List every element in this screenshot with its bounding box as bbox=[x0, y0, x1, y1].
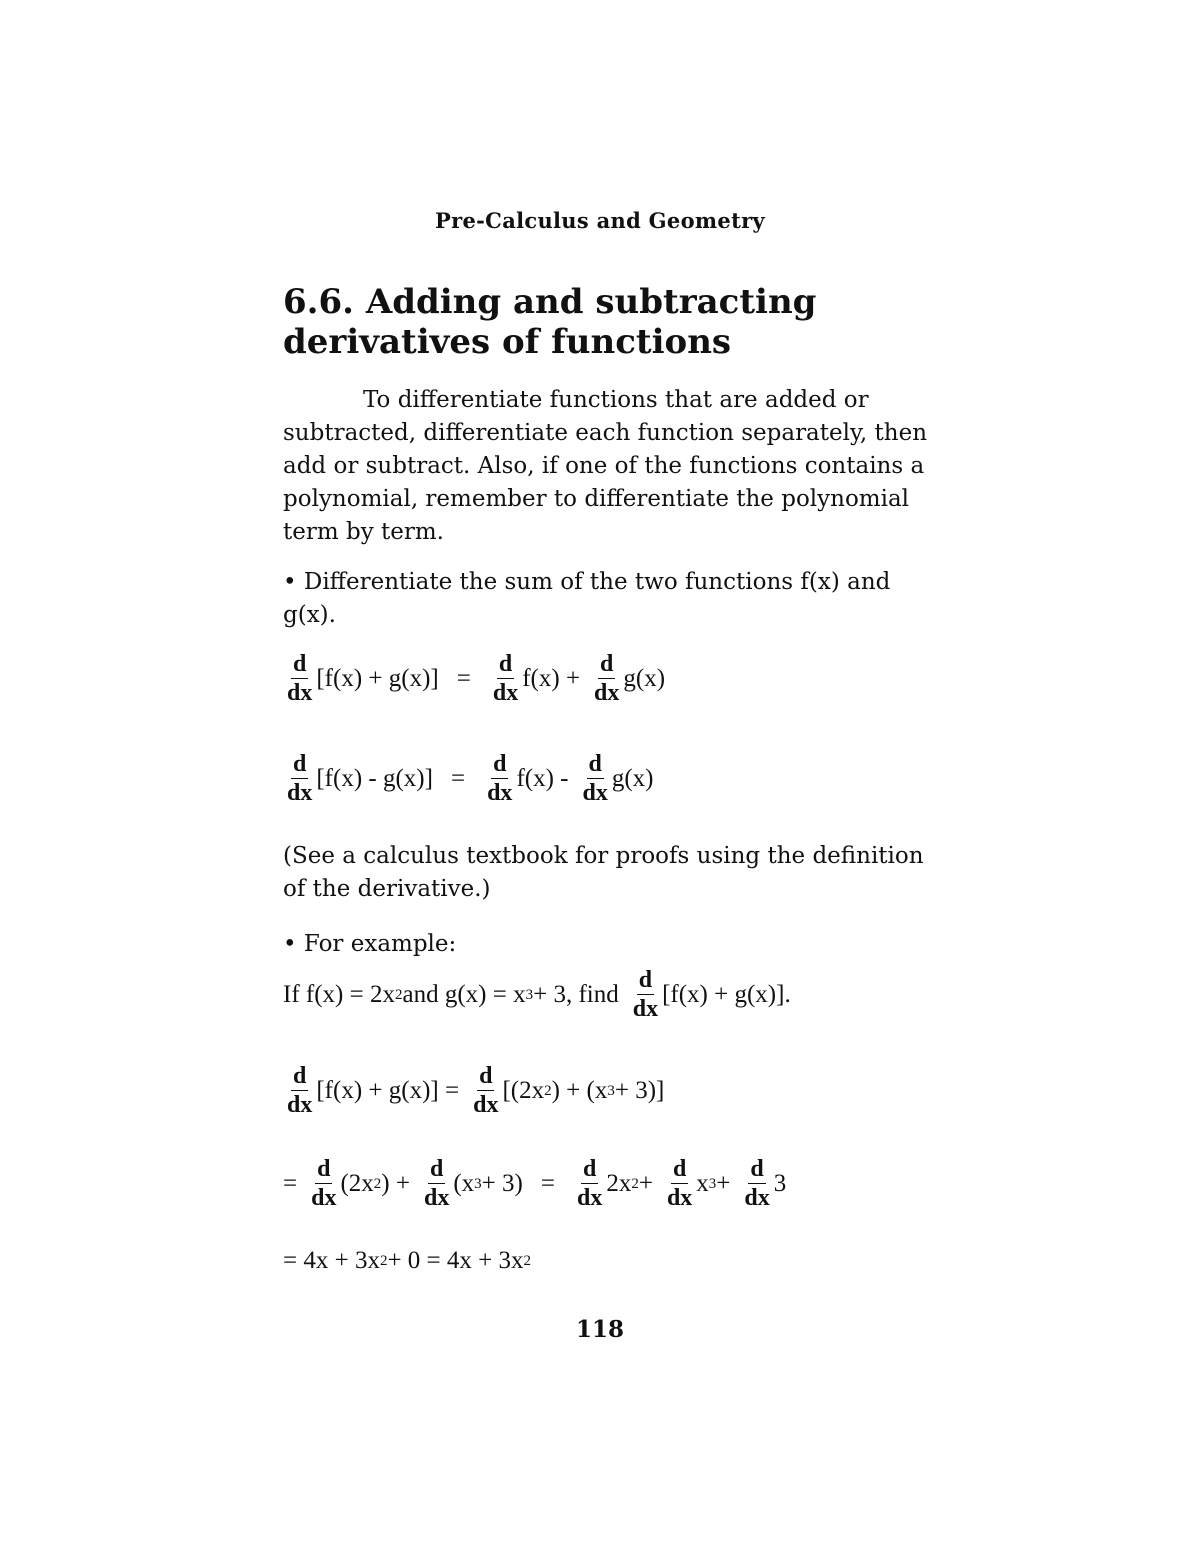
step-term: x bbox=[696, 1170, 709, 1197]
example-text: [f(x) + g(x)]. bbox=[662, 981, 791, 1008]
derivative-operator: $\frac{d}{dx}$ bbox=[311, 1156, 337, 1211]
step-term: + 3)] bbox=[614, 1077, 665, 1104]
eq-term: f(x) + bbox=[522, 665, 581, 692]
solution-step-2: = $\frac{d}{dx}$ (2x 2 ) + $\frac{d}{dx}$ (x 3 + 3) = $\frac{d}{dx}$ 2x 2 + $\frac{d}{dx}$ x 3 + $\frac{d}{dx}$ 3 bbox=[283, 1156, 787, 1211]
eq-term: [f(x) - g(x)] bbox=[316, 765, 433, 792]
equals-sign: = bbox=[456, 665, 471, 692]
note-line: (See a calculus textbook for proofs using the definition bbox=[283, 843, 924, 869]
section-title bbox=[283, 282, 983, 362]
step-term: (2x bbox=[340, 1170, 374, 1197]
page-number: 118 bbox=[575, 1316, 624, 1343]
note-line: of the derivative.) bbox=[283, 876, 491, 902]
running-header: Pre-Calculus and Geometry bbox=[435, 208, 765, 233]
example-text: and g(x) = x bbox=[402, 981, 526, 1008]
derivative-operator: $\frac{d}{dx}$ bbox=[492, 651, 519, 706]
derivative-operator: $\frac{d}{dx}$ bbox=[487, 751, 513, 806]
intro-line: polynomial, remember to differentiate the polynomial bbox=[283, 486, 910, 512]
equation-difference-rule bbox=[283, 752, 654, 805]
derivative-operator: $\frac{d}{dx}$ bbox=[473, 1063, 499, 1118]
derivative-operator: $\frac{d}{dx}$ bbox=[594, 651, 620, 706]
example-text: If f(x) = 2x bbox=[283, 981, 395, 1008]
derivative-operator: $\frac{d}{dx}$ bbox=[576, 1156, 603, 1211]
equation-sum-rule bbox=[283, 652, 665, 705]
step-term: + bbox=[716, 1170, 731, 1197]
intro-line: add or subtract. Also, if one of the functions contains a bbox=[283, 453, 925, 479]
eq-term: f(x) - bbox=[516, 765, 569, 792]
intro-line: To differentiate functions that are added or bbox=[363, 387, 869, 413]
eq-term: [f(x) + g(x)] bbox=[316, 665, 439, 692]
step-term: = 4x + 3x bbox=[283, 1247, 380, 1274]
bullet-line: g(x). bbox=[283, 602, 336, 628]
intro-paragraph bbox=[283, 384, 963, 549]
equals-sign: = bbox=[283, 1170, 298, 1197]
derivative-operator: $\frac{d}{dx}$ bbox=[287, 1063, 313, 1118]
step-term: (x bbox=[453, 1170, 475, 1197]
eq-term: g(x) bbox=[611, 765, 654, 792]
step-term: + bbox=[638, 1170, 653, 1197]
step-term: [(2x bbox=[502, 1077, 545, 1104]
derivative-operator: $\frac{d}{dx}$ bbox=[287, 651, 313, 706]
example-text: + 3, find bbox=[533, 981, 619, 1008]
step-term: ) + (x bbox=[551, 1077, 608, 1104]
equals-sign: = bbox=[540, 1170, 555, 1197]
step-term: 2x bbox=[606, 1170, 632, 1197]
bullet-sum-rule bbox=[283, 566, 963, 632]
solution-step-1: $\frac{d}{dx}$ [f(x) + g(x)] = $\frac{d}{dx}$ [(2x 2 ) + (x 3 + 3)] bbox=[287, 1063, 665, 1118]
derivative-operator: $\frac{d}{dx}$ bbox=[287, 751, 313, 806]
step-term: + 3) bbox=[481, 1170, 523, 1197]
solution-step-3: = 4x + 3x 2 + 0 = 4x + 3x 2 bbox=[283, 1247, 532, 1274]
step-term: [f(x) + g(x)] = bbox=[316, 1077, 460, 1104]
bullet-line: • Differentiate the sum of the two functions f(x) and bbox=[283, 569, 891, 595]
derivative-operator: $\frac{d}{dx}$ bbox=[423, 1156, 450, 1211]
intro-line: term by term. bbox=[283, 519, 444, 545]
derivative-operator: $\frac{d}{dx}$ bbox=[632, 967, 659, 1022]
step-term: + 0 = 4x + 3x bbox=[387, 1247, 524, 1274]
note-paragraph bbox=[283, 840, 963, 906]
section-title-line-1: 6.6. Adding and subtracting bbox=[283, 282, 817, 322]
derivative-operator: $\frac{d}{dx}$ bbox=[666, 1156, 693, 1211]
equals-sign: = bbox=[450, 765, 466, 792]
intro-line: subtracted, differentiate each function separately, then bbox=[283, 420, 928, 446]
step-term: 3 bbox=[773, 1170, 787, 1197]
bullet-example bbox=[283, 928, 963, 961]
derivative-operator: $\frac{d}{dx}$ bbox=[582, 751, 608, 806]
bullet-line: • For example: bbox=[283, 931, 457, 957]
derivative-operator: $\frac{d}{dx}$ bbox=[744, 1156, 770, 1211]
eq-term: g(x) bbox=[623, 665, 666, 692]
section-title-line-2: derivatives of functions bbox=[283, 322, 732, 362]
step-term: ) + bbox=[381, 1170, 410, 1197]
example-statement: If f(x) = 2x 2 and g(x) = x 3 + 3, find $\frac{d}{dx}$ [f(x) + g(x)]. bbox=[283, 967, 791, 1022]
